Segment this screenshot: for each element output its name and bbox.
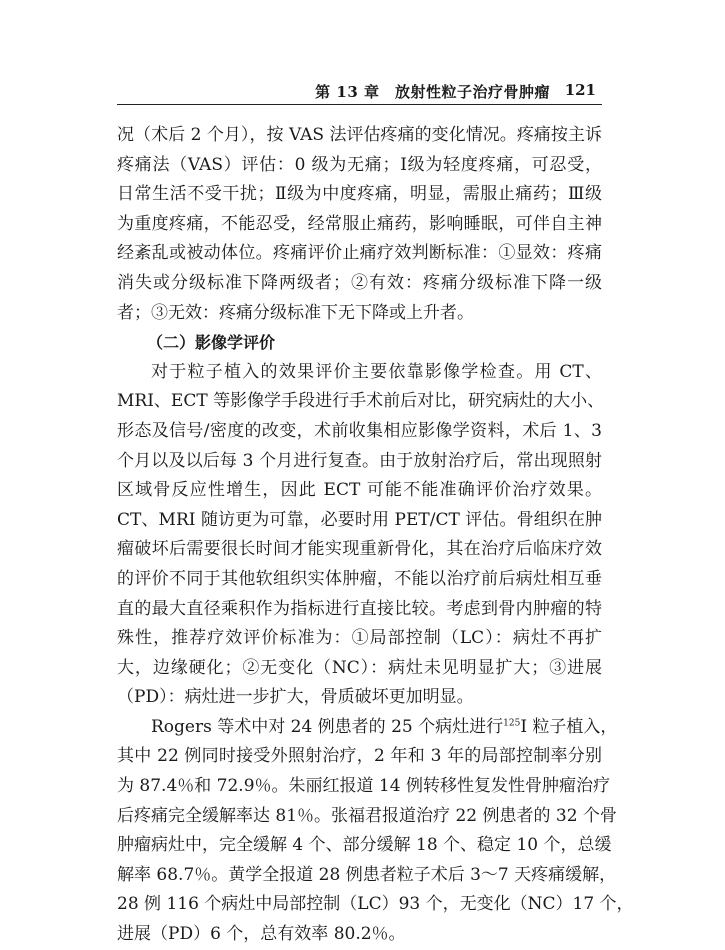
- text-line: 对于粒子植入的效果评价主要依靠影像学检查。用 CT、: [151, 361, 602, 382]
- text-line: 形态及信号/密度的改变，术前收集相应影像学资料，术后 1、3: [117, 420, 602, 441]
- text-line: 个月以及以后每 3 个月进行复查。由于放射治疗后，常出现照射: [117, 450, 602, 471]
- text-line: 其中 22 例同时接受外照射治疗，2 年和 3 年的局部控制率分别: [117, 746, 602, 767]
- text-line: CT、MRI 随访更为可靠，必要时用 PET/CT 评估。骨组织在肿: [117, 509, 602, 530]
- text-segment: Rogers 等术中对 24 例患者的 25 个病灶进行: [151, 716, 504, 737]
- text-line: 后疼痛完全缓解率达 81％。张福君报道治疗 22 例患者的 32 个骨: [117, 805, 617, 826]
- text-line: 消失或分级标准下降两级者；②有效：疼痛分级标准下降一级: [117, 272, 602, 293]
- page-body: [117, 121, 634, 950]
- text-line: 为重度疼痛，不能忍受，经常服止痛药，影响睡眠，可伴自主神: [117, 213, 602, 234]
- paragraph-imaging-evaluation: [117, 358, 605, 713]
- text-line: 直的最大直径乘积作为指标进行直接比较。考虑到骨内肿瘤的特: [117, 598, 602, 619]
- text-line: 进展（PD）6 个，总有效率 80.2％。: [117, 924, 406, 945]
- text-line: [117, 713, 618, 743]
- text-line: 日常生活不受干扰；Ⅱ级为中度疼痛，明显，需服止痛药；Ⅲ级: [117, 184, 602, 205]
- text-line: 大，边缘硬化；②无变化（NC）：病灶未见明显扩大；③进展: [117, 657, 602, 678]
- isotope-mass-number: 125: [503, 718, 521, 729]
- text-line: （PD）：病灶进一步扩大，骨质破坏更加明显。: [117, 687, 474, 708]
- text-line: 28 例 116 个病灶中局部控制（LC）93 个，无变化（NC）17 个，: [117, 894, 634, 915]
- text-line: 为 87.4％和 72.9％。朱丽红报道 14 例转移性复发性骨肿瘤治疗: [117, 776, 610, 797]
- text-line: MRI、ECT 等影像学手段进行手术前后对比，研究病灶的大小、: [117, 391, 605, 412]
- paragraph-clinical-results: [117, 713, 634, 950]
- chapter-title: 第 13 章 放射性粒子治疗骨肿瘤: [315, 83, 550, 101]
- text-line: 区域骨反应性增生，因此 ECT 可能不能准确评价治疗效果。: [117, 480, 602, 501]
- text-line: 肿瘤病灶中，完全缓解 4 个、部分缓解 18 个、稳定 10 个，总缓: [117, 835, 612, 856]
- text-line: 殊性，推荐疗效评价标准为：①局部控制（LC）：病灶不再扩: [117, 628, 602, 649]
- paragraph-pain-assessment: [117, 121, 602, 328]
- text-line: 疼痛法（VAS）评估：0 级为无痛；Ⅰ级为轻度疼痛，可忍受，: [117, 154, 602, 175]
- text-line: 者；③无效：疼痛分级标准下无下降或上升者。: [117, 302, 474, 323]
- running-header: [117, 78, 602, 105]
- text-line: 况（术后 2 个月），按 VAS 法评估疼痛的变化情况。疼痛按主诉: [117, 125, 602, 145]
- text-segment: I 粒子植入，: [520, 716, 618, 737]
- text-line: 经紊乱或被动体位。疼痛评价止痛疗效判断标准：①显效：疼痛: [117, 243, 602, 264]
- text-line: 解率 68.7％。黄学全报道 28 例患者粒子术后 3～7 天疼痛缓解，: [117, 864, 617, 885]
- page-number: 121: [564, 81, 596, 99]
- section-heading: （二）影像学评价: [147, 333, 276, 353]
- text-line: 的评价不同于其他软组织实体肿瘤，不能以治疗前后病灶相互垂: [117, 568, 602, 589]
- text-line: 瘤破坏后需要很长时间才能实现重新骨化，其在治疗后临床疗效: [117, 539, 602, 560]
